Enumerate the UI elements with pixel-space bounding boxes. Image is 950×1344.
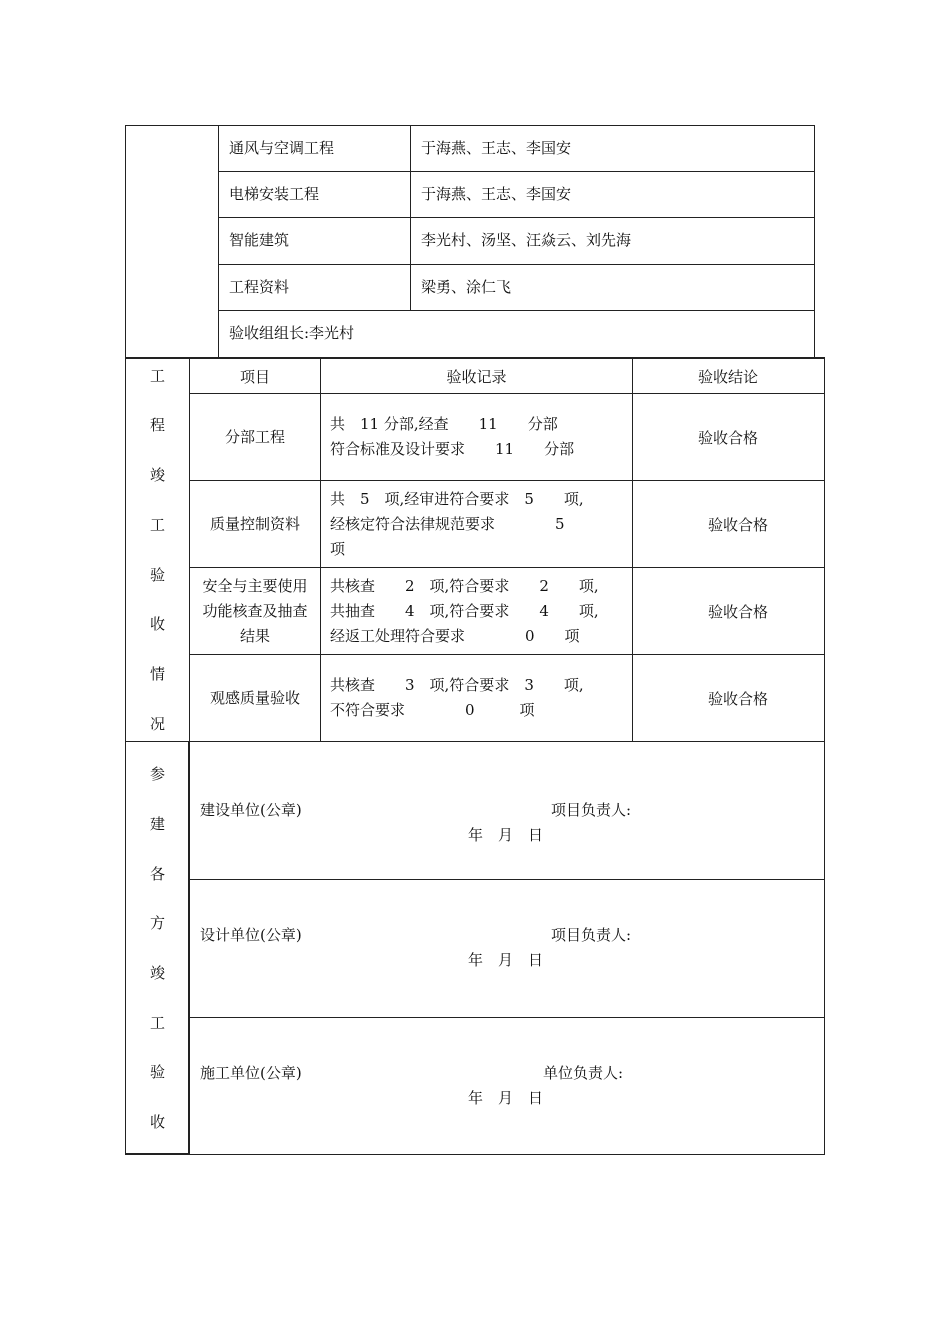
header-item: 项目: [239, 367, 270, 386]
top-row-divider: [218, 217, 814, 218]
party-date: 年 月 日: [468, 951, 544, 969]
top-row-item: 工程资料: [229, 278, 290, 296]
party-unit: 施工单位(公章): [200, 1064, 302, 1082]
header-record: 验收记录: [446, 367, 507, 386]
parties-side-bottom: [125, 1153, 190, 1155]
top-table-left-divider: [218, 125, 219, 357]
party-person: 项目负责人:: [551, 926, 632, 944]
acceptance-row-conclusion: 验收合格: [707, 689, 768, 708]
acceptance-row-record: 共核查 2 项,符合要求 2 项, 共抽查 4 项,符合要求 4 项, 经返工处理符合要求 0 项: [330, 577, 599, 645]
acceptance-row-item: 分部工程: [224, 427, 285, 446]
acceptance-col-divider: [320, 357, 321, 741]
top-row-item: 智能建筑: [229, 231, 290, 249]
top-row-members: 于海燕、王志、李国安: [421, 139, 572, 157]
parties-side-char: 工: [150, 1014, 166, 1032]
top-row-item: 通风与空调工程: [229, 139, 335, 157]
top-row-members: 于海燕、王志、李国安: [421, 185, 572, 203]
acceptance-side-char: 程: [150, 416, 166, 434]
parties-side-char: 各: [150, 865, 166, 883]
parties-side-divider: [188, 741, 190, 1155]
acceptance-row-item: 质量控制资料: [209, 514, 300, 533]
parties-side-char: 验: [150, 1063, 166, 1081]
top-row-divider: [218, 171, 814, 172]
party-date: 年 月 日: [468, 1089, 544, 1107]
acceptance-side-char: 工: [150, 367, 166, 385]
party-person: 单位负责人:: [543, 1064, 624, 1082]
acceptance-side-char: 竣: [150, 466, 166, 484]
acceptance-side-char: 验: [150, 566, 166, 584]
acceptance-row-record: 共 5 项,经审进符合要求 5 项, 经核定符合法律规范要求 5 项: [330, 490, 584, 558]
acceptance-row-conclusion: 验收合格: [707, 602, 768, 621]
acceptance-row-item: 安全与主要使用 功能核查及抽查 结果: [202, 576, 308, 645]
top-row-item: 电梯安装工程: [229, 185, 320, 203]
party-date: 年 月 日: [468, 826, 544, 844]
top-row-members: 李光村、汤坚、汪焱云、刘先海: [421, 231, 632, 249]
acceptance-side-char: 工: [150, 516, 166, 534]
acceptance-row-conclusion: 验收合格: [707, 515, 768, 534]
parties-side-char: 方: [150, 914, 166, 932]
parties-side-char: 竣: [150, 964, 166, 982]
acceptance-row-conclusion: 验收合格: [697, 428, 758, 447]
top-row-divider: [218, 264, 814, 265]
top-row-members: 梁勇、涂仁飞: [421, 278, 512, 296]
party-unit: 设计单位(公章): [200, 926, 302, 944]
acceptance-row-record: 共 11 分部,经查 11 分部 符合标准及设计要求 11 分部: [330, 415, 575, 458]
acceptance-row-record: 共核查 3 项,符合要求 3 项, 不符合要求 0 项: [330, 676, 584, 719]
acceptance-side-char: 况: [150, 715, 166, 733]
top-row-divider: [218, 310, 814, 311]
acceptance-side-char: 收: [150, 615, 166, 633]
parties-row-divider: [190, 879, 824, 880]
acceptance-row-item: 观感质量验收: [209, 688, 300, 707]
top-table-col-divider: [410, 125, 411, 311]
header-conclusion: 验收结论: [697, 367, 758, 386]
parties-side-char: 建: [150, 815, 166, 833]
acceptance-side-char: 情: [150, 665, 166, 683]
parties-row-divider: [190, 1017, 824, 1018]
party-person: 项目负责人:: [551, 801, 632, 819]
party-unit: 建设单位(公章): [200, 801, 302, 819]
parties-side-char: 收: [150, 1113, 166, 1131]
parties-side-char: 参: [150, 765, 166, 783]
acceptance-group-leader: 验收组组长:李光村: [229, 324, 355, 342]
